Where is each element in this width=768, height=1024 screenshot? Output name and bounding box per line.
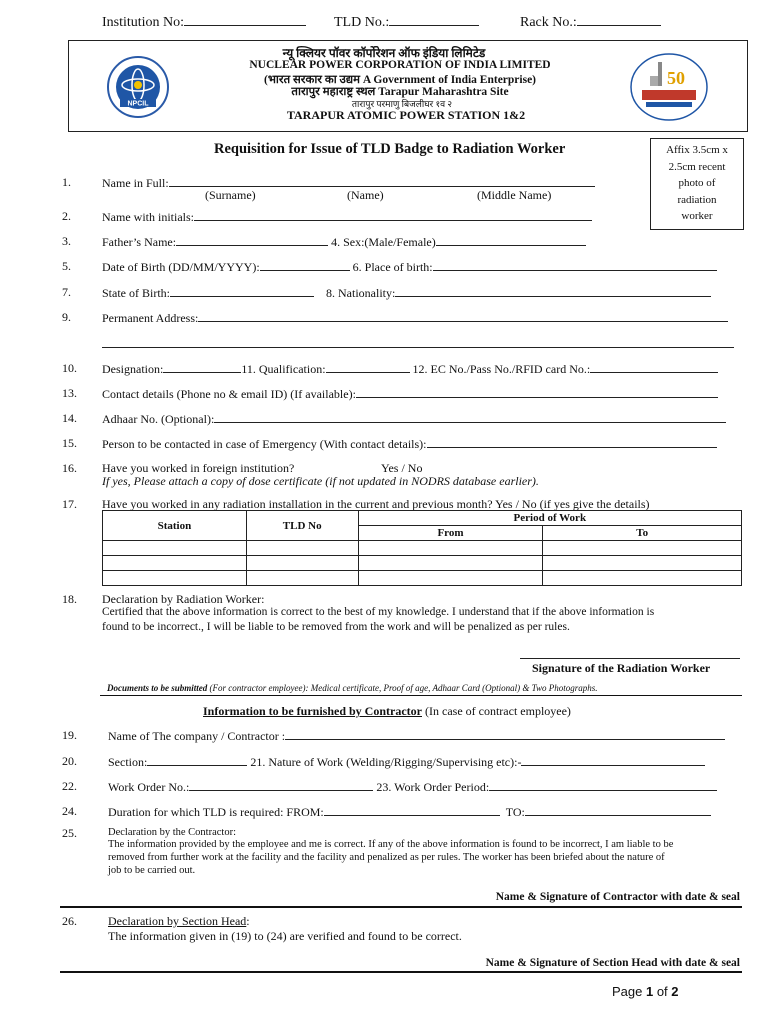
- photo-box-line-5: worker: [681, 210, 713, 222]
- table-row: [103, 556, 742, 571]
- documents-note-label: Documents to be submitted: [107, 683, 208, 693]
- field-26-number: 26.: [62, 914, 77, 928]
- field-20-row: [108, 754, 705, 770]
- table-cell[interactable]: [103, 556, 247, 571]
- table-cell[interactable]: [246, 571, 358, 586]
- field-3-row: [102, 234, 586, 250]
- worker-signature-label: Signature of the Radiation Worker: [532, 661, 711, 675]
- table-cell[interactable]: [358, 541, 543, 556]
- ec-no-blank[interactable]: [590, 361, 718, 373]
- field-14-label: Adhaar No. (Optional):: [102, 412, 215, 426]
- page-prefix: Page: [612, 984, 646, 999]
- table-cell[interactable]: [103, 541, 247, 556]
- work-order-period-blank[interactable]: [489, 779, 717, 791]
- work-order-no-blank[interactable]: [189, 779, 373, 791]
- page-number: 1: [645, 984, 654, 999]
- table-row: [103, 571, 742, 586]
- field-3-label: Father’s Name:: [102, 235, 177, 249]
- permanent-address-blank-2[interactable]: [102, 336, 734, 348]
- to-header: To: [543, 526, 742, 541]
- header-hindi-name: न्यू क्लियर पॉवर कॉर्पोरेशन ऑफ इंडिया लिमिटेड: [282, 46, 486, 60]
- name-in-full-blank[interactable]: [169, 175, 595, 187]
- field-1-name-hint: (Name): [347, 188, 384, 202]
- section-head-heading-colon: :: [246, 914, 250, 928]
- page-total: 2: [671, 984, 679, 999]
- field-2-row: [102, 209, 592, 225]
- section-head-signature-label: Name & Signature of Section Head with date & seal: [485, 957, 740, 969]
- field-19-label: Name of The company / Contractor :: [108, 729, 286, 743]
- divider-section-head: [60, 906, 742, 908]
- sex-blank[interactable]: [436, 234, 586, 246]
- field-9-row: [102, 310, 728, 326]
- documents-note-text: (For contractor employee): Medical certificate, Proof of age, Adhaar Card (Optional) & Two Photographs.: [207, 683, 598, 693]
- field-3-number: 3.: [62, 234, 71, 248]
- field-7-row: [102, 285, 711, 301]
- name-with-initials-blank[interactable]: [194, 209, 592, 221]
- photo-box-line-4: radiation: [677, 193, 717, 206]
- fathers-name-blank[interactable]: [176, 234, 328, 246]
- contractor-declaration-text-3: job to be carried out.: [108, 865, 196, 876]
- field-10-label: Designation:: [102, 362, 164, 376]
- table-header-row: [103, 511, 742, 526]
- field-4-label: 4. Sex:(Male/Female): [331, 235, 436, 249]
- header-org-name: NUCLEAR POWER CORPORATION OF INDIA LIMITED: [249, 59, 551, 71]
- field-13-row: [102, 386, 718, 402]
- table-cell[interactable]: [543, 556, 742, 571]
- worker-declaration-text-1: Certified that the above information is correct to the best of my knowledge. I understand that if the above information is: [102, 606, 655, 618]
- field-7-label: State of Birth:: [102, 286, 170, 300]
- worker-signature-line[interactable]: [520, 658, 740, 659]
- field-2-label: Name with initials:: [102, 210, 194, 224]
- field-5-number: 5.: [62, 259, 71, 273]
- field-21-label: 21. Nature of Work (Welding/Rigging/Supervising etc):-: [250, 755, 522, 769]
- institution-no-blank[interactable]: [184, 14, 306, 26]
- field-7-number: 7.: [62, 285, 71, 299]
- contractor-heading-note: (In case of contract employee): [422, 704, 571, 718]
- date-of-birth-blank[interactable]: [260, 259, 350, 271]
- table-cell[interactable]: [246, 541, 358, 556]
- photo-box-line-1: Affix 3.5cm x: [666, 144, 728, 156]
- field-9-label: Permanent Address:: [102, 311, 199, 325]
- duration-to-blank[interactable]: [525, 804, 711, 816]
- field-14-row: [102, 411, 726, 427]
- header-site-hindi: तारापुर महाराष्ट्र स्थल: [291, 86, 376, 98]
- field-2-number: 2.: [62, 209, 71, 223]
- field-22-number: 22.: [62, 779, 77, 793]
- section-head-heading-text: Declaration by Section Head: [108, 914, 247, 928]
- foreign-institution-yes-no[interactable]: Yes / No: [381, 461, 423, 475]
- field-10-number: 10.: [62, 361, 77, 375]
- period-of-work-header: Period of Work: [358, 511, 741, 526]
- contractor-declaration-text-1: The information provided by the employee and me is correct. If any of the above information is found to be incorrect, I am liable to be: [108, 839, 674, 850]
- table-cell[interactable]: [543, 571, 742, 586]
- field-1-label: Name in Full:: [102, 176, 169, 190]
- field-22-row: [108, 779, 717, 795]
- section-head-text: The information given in (19) to (24) are verified and found to be correct.: [108, 929, 462, 943]
- table-cell[interactable]: [358, 556, 543, 571]
- field-24-number: 24.: [62, 804, 77, 818]
- field-23-label: 23. Work Order Period:: [376, 780, 490, 794]
- photo-box[interactable]: [650, 138, 744, 230]
- divider-contractor: [100, 695, 742, 696]
- institution-no-field: [102, 14, 306, 31]
- designation-blank[interactable]: [163, 361, 241, 373]
- header-govt-en: A Government of India Enterprise): [362, 74, 537, 86]
- tld-no-header: TLD No: [246, 511, 358, 541]
- contractor-heading-text: Information to be furnished by Contractor: [203, 704, 422, 718]
- page-mid: of: [653, 984, 672, 999]
- nature-of-work-blank[interactable]: [521, 754, 705, 766]
- header-govt-hindi: (भारत सरकार का उद्यम: [263, 74, 360, 86]
- field-17-question: Have you worked in any radiation installation in the current and previous month? Yes / No (if yes give the details): [102, 497, 650, 511]
- section-blank[interactable]: [147, 754, 247, 766]
- tld-no-blank[interactable]: [389, 14, 479, 26]
- header-station-hindi: तारापुर परमाणु बिजलीघर १व २: [351, 99, 453, 109]
- field-19-number: 19.: [62, 728, 77, 742]
- field-13-number: 13.: [62, 386, 77, 400]
- worker-declaration-heading: Declaration by Radiation Worker:: [102, 592, 265, 606]
- page-indicator: [612, 984, 679, 999]
- field-20-label: Section:: [108, 755, 148, 769]
- permanent-address-line-2[interactable]: [102, 336, 734, 352]
- rack-no-label: Rack No.:: [520, 15, 577, 30]
- header-station-en: TARAPUR ATOMIC POWER STATION 1&2: [286, 108, 526, 122]
- documents-note: [107, 683, 597, 693]
- field-5-row: [102, 259, 717, 275]
- field-5-label: Date of Birth (DD/MM/YYYY):: [102, 260, 260, 274]
- contractor-section-heading: [203, 704, 571, 719]
- nationality-blank[interactable]: [395, 285, 711, 297]
- field-9-number: 9.: [62, 310, 71, 324]
- field-15-label: Person to be contacted in case of Emergency (With contact details):: [102, 437, 427, 451]
- duration-from-blank[interactable]: [324, 804, 500, 816]
- field-6-label: 6. Place of birth:: [352, 260, 433, 274]
- field-25-number: 25.: [62, 826, 77, 840]
- contact-details-blank[interactable]: [356, 386, 718, 398]
- field-17-number: 17.: [62, 497, 77, 511]
- contractor-signature-label: Name & Signature of Contractor with date & seal: [495, 891, 740, 903]
- station-header: Station: [103, 511, 247, 541]
- field-1-surname-hint: (Surname): [205, 188, 256, 202]
- photo-box-line-2: 2.5cm recent: [668, 160, 726, 173]
- field-22-label: Work Order No.:: [108, 780, 190, 794]
- permanent-address-blank[interactable]: [198, 310, 728, 322]
- state-of-birth-blank[interactable]: [170, 285, 314, 297]
- work-history-table: [102, 510, 742, 586]
- table-cell[interactable]: [543, 541, 742, 556]
- header-site-en: Tarapur Maharashtra Site: [378, 86, 509, 98]
- tld-no-field: [334, 14, 479, 31]
- field-20-number: 20.: [62, 754, 77, 768]
- field-24-to-label: TO:: [505, 805, 525, 819]
- field-1-middle-hint: (Middle Name): [477, 188, 552, 202]
- place-of-birth-blank[interactable]: [433, 259, 717, 271]
- form-title: Requisition for Issue of TLD Badge to Radiation Worker: [214, 141, 566, 157]
- field-1-number: 1.: [62, 175, 71, 189]
- field-16-question: Have you worked in foreign institution?: [102, 461, 295, 475]
- adhaar-no-blank[interactable]: [214, 411, 726, 423]
- divider-bottom: [60, 971, 742, 973]
- qualification-blank[interactable]: [326, 361, 410, 373]
- institution-no-label: Institution No:: [102, 15, 185, 30]
- emergency-contact-blank[interactable]: [427, 436, 717, 448]
- table-row: [103, 541, 742, 556]
- field-24-row: [108, 804, 711, 820]
- field-15-number: 15.: [62, 436, 77, 450]
- field-18-number: 18.: [62, 592, 77, 606]
- field-14-number: 14.: [62, 411, 77, 425]
- anniversary-logo-text: 50: [667, 68, 685, 88]
- rack-no-blank[interactable]: [577, 14, 661, 26]
- field-11-label: 11. Qualification:: [241, 362, 326, 376]
- table-cell[interactable]: [246, 556, 358, 571]
- npcil-logo-text: NPCIL: [127, 100, 149, 108]
- table-cell[interactable]: [103, 571, 247, 586]
- table-cell[interactable]: [358, 571, 543, 586]
- field-13-label: Contact details (Phone no & email ID) (If available):: [102, 387, 356, 401]
- rack-no-field: [520, 14, 661, 31]
- contractor-declaration-text-2: removed from further work at the facility and the facility and penalized as per rules. The worker has been briefed about the nature of: [108, 852, 665, 863]
- section-head-heading: [108, 914, 250, 929]
- field-8-label: 8. Nationality:: [326, 286, 396, 300]
- contractor-declaration-heading: Declaration by the Contractor:: [108, 827, 236, 838]
- worker-declaration-text-2: found to be incorrect., I will be liable to be removed from the work and will be penalized as per rules.: [102, 621, 570, 633]
- field-24-label: Duration for which TLD is required: FROM:: [108, 805, 324, 819]
- field-19-row: [108, 728, 725, 744]
- tld-no-label: TLD No.:: [334, 15, 390, 30]
- from-header: From: [358, 526, 543, 541]
- field-10-row: [102, 361, 718, 377]
- photo-box-line-3: photo of: [678, 177, 716, 189]
- field-12-label: 12. EC No./Pass No./RFID card No.:: [412, 362, 591, 376]
- company-name-blank[interactable]: [285, 728, 725, 740]
- field-16-note: If yes, Please attach a copy of dose certificate (if not updated in NODRS database earlier).: [102, 474, 539, 488]
- field-16-number: 16.: [62, 461, 77, 475]
- field-15-row: [102, 436, 717, 452]
